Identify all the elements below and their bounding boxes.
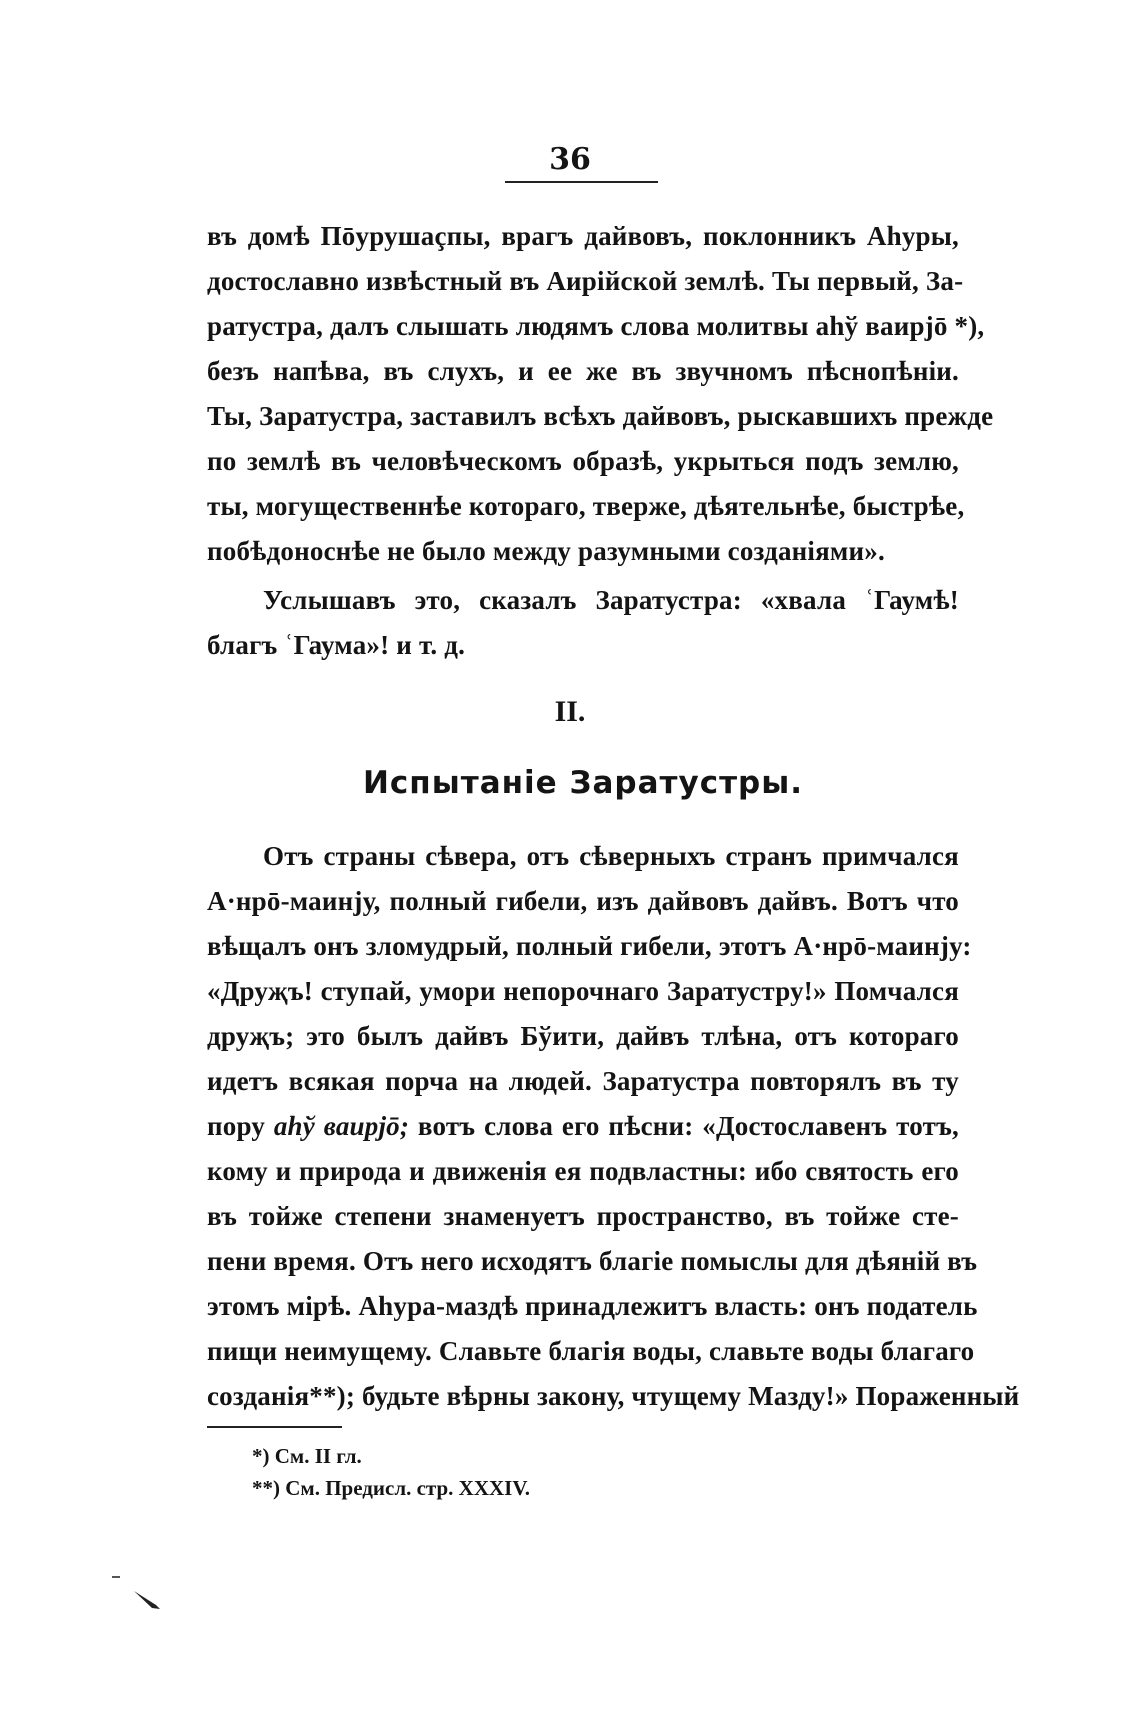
text-line: благъ ʿГаума»! и т. д. — [207, 630, 466, 660]
section-title: Испытаніе Заратустры. — [362, 765, 804, 801]
text-line — [207, 1104, 959, 1149]
paragraph-2 — [207, 578, 959, 668]
text-line: ратустра, далъ слышать людямъ слова молитвы аһў ваирјō *), — [207, 311, 985, 341]
text-fragment: пору — [207, 1111, 266, 1141]
page-number: 36 — [549, 142, 591, 177]
text-fragment: вотъ слова его пѣсни: «Достославенъ тотъ, — [417, 1111, 959, 1141]
stray-ink-mark — [112, 1575, 172, 1615]
text-line: достославно извѣстный въ Аирійской землѣ. Ты первый, За- — [207, 266, 964, 296]
text-line: Услышавъ это, сказалъ Заратустра: «хвала ʿГаумѣ! — [263, 585, 959, 615]
text-line: пищи неимущему. Славьте благія воды, славьте воды благаго — [207, 1336, 975, 1366]
text-line: Ты, Заратустра, заставилъ всѣхъ дайвовъ, рыскавшихъ прежде — [207, 401, 994, 431]
footnote-rule — [207, 1426, 342, 1428]
text-line: Отъ страны сѣвера, отъ сѣверныхъ странъ примчался — [263, 841, 959, 871]
section-number: II. — [554, 695, 586, 728]
footnote: **) См. Предисл. стр. XXXIV. — [252, 1476, 531, 1500]
text-line: «Друҗъ! ступай, умори непорочнаго Заратустру!» Помчался — [207, 976, 959, 1006]
header-rule — [505, 181, 658, 183]
text-line: побѣдоноснѣе не было между разумными созданіями». — [207, 536, 885, 566]
text-line: А·нрō-маинју, полный гибели, изъ дайвовъ дайвъ. Вотъ что — [207, 886, 959, 916]
text-line: вѣщалъ онъ зломудрый, полный гибели, этотъ А·нрō-маинју: — [207, 931, 972, 961]
text-line: кому и природа и движенія ея подвластны: ибо святость его — [207, 1156, 959, 1186]
paragraph-1 — [207, 214, 994, 574]
text-line: въ домѣ Пōурушаçпы, врагъ дайвовъ, поклонникъ Аһуры, — [207, 221, 959, 251]
italic-phrase: аһў ваирјō; — [273, 1111, 410, 1141]
text-line: безъ напѣва, въ слухъ, и ее же въ звучномъ пѣснопѣніи. — [207, 356, 959, 386]
text-line: по землѣ въ человѣческомъ образѣ, укрыться подъ землю, — [207, 446, 959, 476]
text-line: друҗъ; это былъ дайвъ Бўити, дайвъ тлѣна, отъ котораго — [207, 1021, 959, 1051]
text-line: въ тойже степени знаменуетъ пространство, въ тойже сте- — [207, 1201, 959, 1231]
text-line: созданія**); будьте вѣрны закону, чтущему Мазду!» Пораженный — [207, 1381, 1020, 1411]
text-line: пени время. Отъ него исходятъ благіе помыслы для дѣяній въ — [207, 1246, 978, 1276]
text-line: идетъ всякая порча на людей. Заратустра повторялъ въ ту — [207, 1066, 959, 1096]
footnotes — [252, 1440, 530, 1504]
paragraph-3 — [207, 834, 1020, 1419]
text-line: этомъ мірѣ. Аһура-маздѣ принадлежитъ власть: онъ податель — [207, 1291, 978, 1321]
text-line: ты, могущественнѣе котораго, тверже, дѣятельнѣе, быстрѣе, — [207, 491, 965, 521]
footnote: *) См. II гл. — [252, 1444, 362, 1468]
